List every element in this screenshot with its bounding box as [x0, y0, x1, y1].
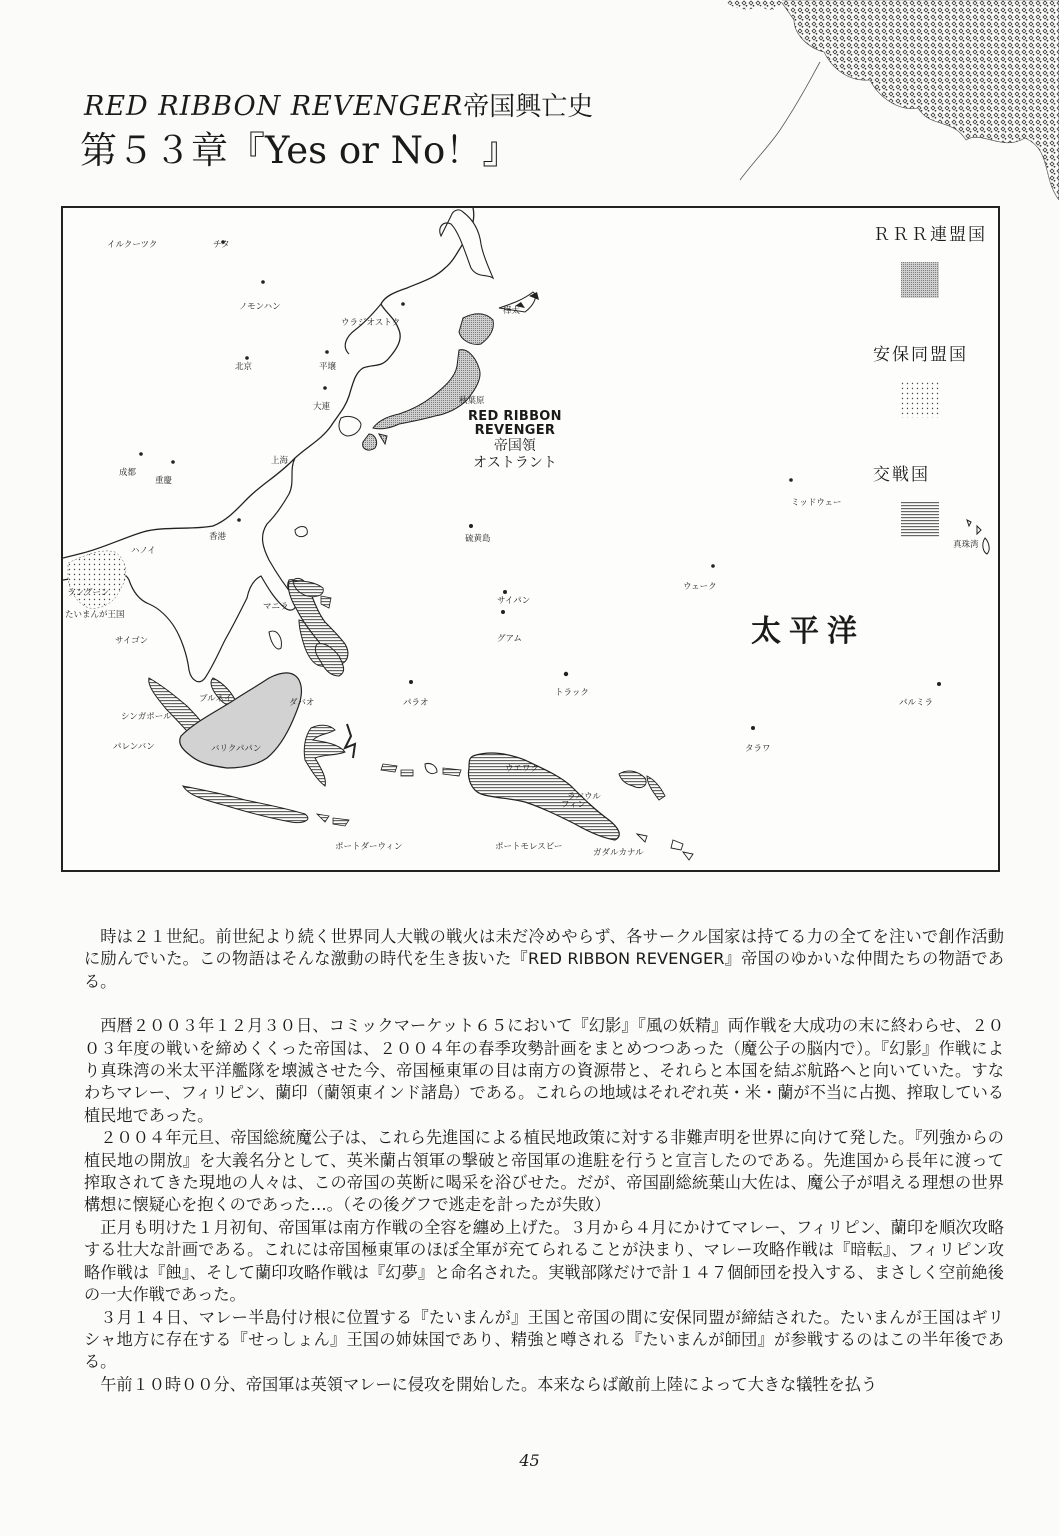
place-chongqing: 重慶	[155, 476, 173, 486]
paragraph-6: 午前１０時００分、帝国軍は英領マレーに侵攻を開始した。本来ならば敵前上陸によって大きな犠牲を払う	[100, 1374, 878, 1394]
legend-swatch-dense	[901, 262, 939, 298]
paragraph-5: ３月１４日、マレー半島付け根に位置する『たいまんが』王国と帝国の間に安保同盟が締結された。たいまんが王国はギリシャ地方に存在する『せっしょん』王国の姉妹国であり、精強と噂される『たいまんが師団』が参戦するのはこの半年後である。	[84, 1307, 1004, 1372]
place-hongkong: 香港	[209, 532, 227, 542]
place-davao: ダバオ	[289, 698, 315, 708]
legend-item-security	[873, 340, 993, 365]
place-rabaul: ラバウル	[567, 792, 601, 802]
place-singapore: シンガポール	[121, 712, 172, 722]
place-palau: パラオ	[403, 698, 429, 708]
place-wewak: ウエワク	[505, 764, 540, 774]
legend-item-belligerent	[873, 460, 993, 485]
place-brunei: ブルネイ	[199, 694, 233, 704]
place-hanoi: ハノイ	[131, 546, 156, 556]
place-chengdu: 成都	[119, 468, 137, 478]
legend-label-security: 安保同盟国	[873, 345, 968, 365]
place-karafuto: 樺太	[503, 306, 521, 316]
legend-item-allied	[873, 220, 993, 245]
legend-label-allied: ＲＲＲ連盟国	[873, 225, 987, 245]
place-iwojima: 硫黄島	[465, 534, 491, 544]
realm-territory: 帝国領	[493, 438, 536, 455]
place-guadalcanal: ガダルカナル	[593, 848, 644, 858]
realm-name-line2: REVENGER	[474, 422, 556, 438]
place-finschhafen: フィン	[561, 800, 586, 810]
place-moresby: ポートモレスビー	[495, 842, 563, 852]
legend-swatch-dots	[901, 382, 939, 418]
map-figure	[61, 206, 1000, 872]
page-number: 45	[519, 1451, 540, 1470]
realm-name-line1: RED RIBBON	[468, 409, 562, 424]
place-beijing: 北京	[235, 362, 253, 372]
realm-label	[468, 410, 562, 471]
place-irkutsk: イルクーツク	[107, 240, 158, 250]
place-midway: ミッドウェー	[791, 498, 842, 508]
place-akihabara: 秋葉原	[459, 396, 485, 406]
place-wake: ウェーク	[683, 582, 717, 592]
place-dalian: 大連	[313, 402, 331, 412]
series-suffix: 帝国興亡史	[463, 92, 594, 122]
legend-swatch-lines	[901, 502, 939, 538]
place-palembang: パレンバン	[113, 742, 155, 752]
place-rangoon: ラングーン	[67, 588, 110, 598]
place-vladivostok: ウラジオストク	[341, 318, 401, 328]
place-nomonhan: ノモンハン	[239, 302, 281, 312]
place-truk: トラック	[555, 688, 589, 698]
place-manila: マニラ	[263, 602, 289, 612]
place-saipan: サイパン	[497, 596, 531, 606]
place-taimanga: たいまんが王国	[65, 610, 125, 620]
place-guam: グアム	[497, 634, 522, 644]
legend-label-belligerent: 交戦国	[873, 465, 930, 485]
place-shanghai: 上海	[271, 456, 289, 466]
foliage-decoration	[720, 0, 1059, 200]
place-darwin: ポートダーウィン	[335, 842, 403, 852]
chapter-title: 第５３章『Yes or No！』	[80, 129, 520, 172]
place-chita: チタ	[213, 240, 230, 250]
place-pearl: 真珠湾	[953, 540, 979, 550]
place-balikpapan: バリクパパン	[211, 744, 262, 754]
place-saigon: サイゴン	[115, 636, 149, 646]
story-text	[84, 926, 1004, 1396]
place-tarawa: タラワ	[745, 744, 771, 754]
paragraph-4: 正月も明けた１月初旬、帝国軍は南方作戦の全容を纏め上げた。３月から４月にかけてマレー、フィリピン、蘭印を順次攻略する壮大な計画である。これには帝国極東軍のほぼ全軍が充てられることが決まり、マレー攻略作戦は『暗転』、フィリピン攻略作戦は『蝕』、そして蘭印攻略作戦は『幻夢』と命名された。実戦部隊だけで計１４７個師団を投入する、まさしく空前絶後の一大作戦であった。	[84, 1217, 1004, 1305]
paragraph-3: ２００４年元旦、帝国総統魔公子は、これら先進国による植民地政策に対する非難声明を世界に向けて発した。『列強からの植民地の開放』を大義名分として、英米蘭占領軍の撃破と帝国軍の進駐を行うと宣言したのである。先進国から長年に渡って搾取されてきた現地の人々は、この帝国の英断に喝采を浴びせた。だが、帝国副総統葉山大佐は、魔公子が唱える理想の世界構想に懐疑心を抱くのであった…。（その後グフで逃走を計ったが失敗）	[84, 1128, 1004, 1215]
place-palmyra: パルミラ	[899, 698, 934, 708]
paragraph-2: 西暦２００３年１２月３０日、コミックマーケット６５において『幻影』『風の妖精』両作戦を大成功の末に終わらせ、２００３年度の戦いを締めくくった帝国は、２００４年の春季攻勢計画をまとめつつあった（魔公子の脳内で）。『幻影』作戦により真珠湾の米太平洋艦隊を壊滅させた今、帝国極東軍の目は南方の資源帯と、それらと本国を結ぶ航路へと向いていた。すなわちマレー、フィリピン、蘭印（蘭領東インド諸島）である。これらの地域はそれぞれ英・米・蘭が不当に占拠、搾取している植民地であった。	[84, 1016, 1004, 1125]
ocean-label: 太平洋	[751, 614, 865, 649]
series-title: RED RIBBON REVENGER帝国興亡史	[84, 91, 594, 122]
paragraph-intro: 時は２１世紀。前世紀より続く世界同人大戦の戦火は未だ冷めやらず、各サークル国家は持てる力の全てを注いで創作活動に励んでいた。この物語はそんな激動の時代を生き抜いた『RED RIBBON REVENGER』帝国のゆかいな仲間たちの物語である。	[84, 927, 1004, 991]
realm-ostland: オストラント	[472, 454, 557, 471]
place-pyongyang: 平壌	[319, 362, 337, 372]
